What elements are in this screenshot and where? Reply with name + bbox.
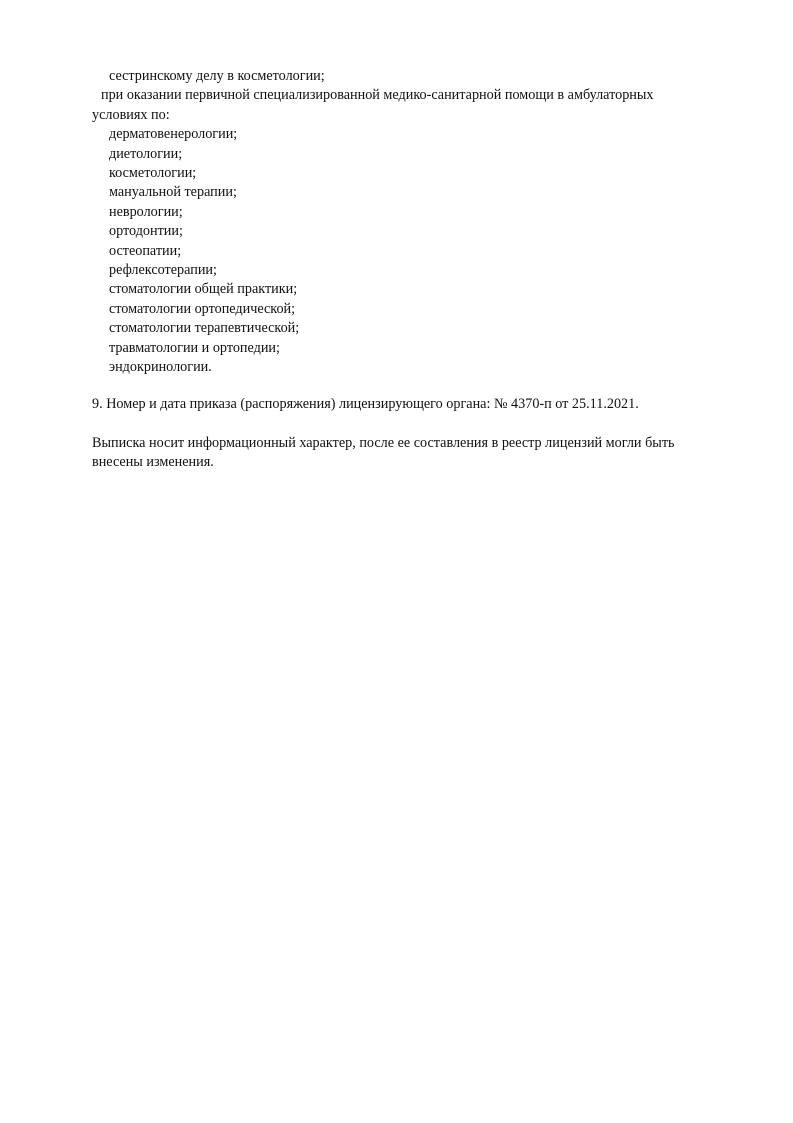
list-item: неврологии; <box>109 203 183 220</box>
disclaimer-block <box>92 434 752 473</box>
list-item: косметологии; <box>109 165 197 182</box>
licensed-activities-block <box>92 67 752 378</box>
disclaimer-line-continued: внесены изменения. <box>92 454 214 471</box>
list-item: остеопатии; <box>109 242 182 259</box>
order-info-block <box>92 395 752 414</box>
order-number-line: 9. Номер и дата приказа (распоряжения) лицензирующего органа: № 4370-п от 25.11.2021. <box>92 396 639 412</box>
list-item: стоматологии терапевтической; <box>109 320 300 337</box>
activity-intro-line-continued: условиях по: <box>92 106 170 123</box>
list-item: травматологии и ортопедии; <box>109 339 280 356</box>
list-item: мануальной терапии; <box>109 184 237 201</box>
list-item: ортодонтии; <box>109 223 183 240</box>
list-item: диетологии; <box>109 145 183 162</box>
activity-intro-line: при оказании первичной специализированной медико-санитарной помощи в амбулаторных <box>101 87 654 104</box>
list-item: дерматовенерологии; <box>109 126 238 143</box>
list-item: стоматологии общей практики; <box>109 281 298 298</box>
activity-line: сестринскому делу в косметологии; <box>109 68 325 84</box>
list-item: эндокринологии. <box>109 359 212 376</box>
list-item: рефлексотерапии; <box>109 262 217 279</box>
disclaimer-line: Выписка носит информационный характер, после ее составления в реестр лицензий могли быть <box>92 435 675 451</box>
list-item: стоматологии ортопедической; <box>109 300 296 317</box>
